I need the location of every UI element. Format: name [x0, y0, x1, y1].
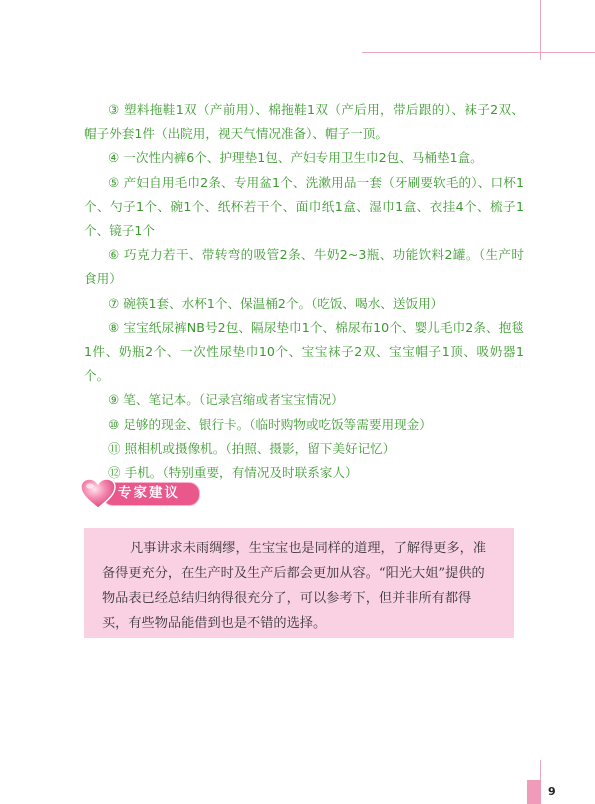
checklist-item: ④ 一次性内裤6个、护理垫1包、产妇专用卫生巾2包、马桶垫1盒。 — [108, 150, 483, 166]
advice-box — [84, 528, 514, 638]
checklist-item: ⑥ 巧克力若干、带转弯的吸管2条、牛奶2~3瓶、功能饮料2罐。（生产时食用） — [84, 247, 524, 287]
checklist-item: ⑦ 碗筷1套、水杯1个、保温桶2个。（吃饭、喝水、送饭用） — [108, 295, 444, 311]
page-number: 9 — [548, 785, 556, 798]
checklist-items — [84, 98, 524, 485]
checklist-item: ⑧ 宝宝纸尿裤NB号2包、隔尿垫巾1个、棉尿布10个、婴儿毛巾2条、抱毯1件、奶瓶2个、一次性尿垫巾10个、宝宝袜子2双、宝宝帽子1顶、吸奶器1个。 — [84, 319, 524, 384]
checklist-item: ⑨ 笔、笔记本。（记录宫缩或者宝宝情况） — [108, 392, 344, 408]
checklist-item: ⑫ 手机。（特别重要，有情况及时联系家人） — [108, 465, 358, 481]
checklist-item: ⑪ 照相机或摄像机。（拍照、摄影，留下美好记忆） — [108, 440, 396, 456]
checklist-item: ③ 塑料拖鞋1双（产前用）、棉拖鞋1双（产后用，带后跟的）、袜子2双、帽子外套1件（出院用，视天气情况准备）、帽子一顶。 — [84, 102, 524, 142]
top-decorative-horizontal-line — [362, 52, 595, 53]
advice-title: 专家建议 — [118, 485, 180, 501]
advice-header — [80, 478, 220, 508]
heart-icon — [80, 478, 116, 510]
checklist-item: ⑩ 足够的现金、银行卡。（临时购物或吃饭等需要用现金） — [108, 416, 432, 432]
advice-text: 凡事讲求未雨绸缪，生宝宝也是同样的道理，了解得更多，准备得更充分，在生产时及生产后都会更加从容。“阳光大姐”提供的物品表已经总结归纳得很充分了，可以参考下，但并非所有都得买，有些物品能借到也是不错的选择。 — [102, 541, 487, 631]
checklist-item: ⑤ 产妇自用毛巾2条、专用盆1个、洗漱用品一套（牙刷要软毛的）、口杯1个、勺子1个、碗1个、纸杯若干个、面巾纸1盒、湿巾1盒、衣挂4个、梳子1个、镜子1个 — [84, 174, 524, 239]
top-decorative-vertical-line — [540, 0, 541, 60]
page-number-tab — [527, 780, 541, 804]
